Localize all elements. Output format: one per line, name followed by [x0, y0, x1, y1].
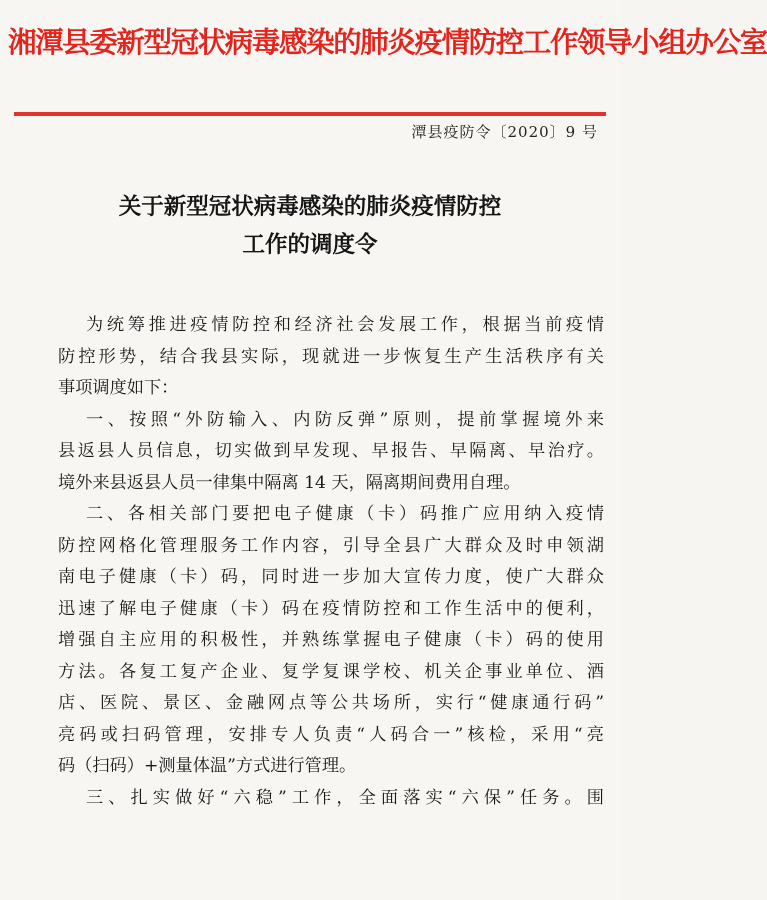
document-header-title: 湘潭县委新型冠状病毒感染的肺炎疫情防控工作领导小组办公室 [8, 25, 767, 59]
document-body [58, 310, 604, 814]
body-line: 亮码或扫码管理，安排专人负责“人码合一”核检，采用“亮 [58, 724, 604, 745]
body-line: 为统筹推进疫情防控和经济社会发展工作，根据当前疫情 [86, 315, 604, 335]
header-red-rule [14, 112, 606, 116]
body-line: 事项调度如下： [58, 378, 179, 398]
body-line: 三、扎实做好“六稳”工作，全面落实“六保”任务。围 [86, 787, 604, 808]
body-line: 增强自主应用的积极性，并熟练掌握电子健康（卡）码的使用 [58, 630, 604, 650]
body-line: 县返县人员信息，切实做到早发现、早报告、早隔离、早治疗。 [58, 441, 604, 461]
document-number: 潭县疫防令〔2020〕9 号 [411, 123, 598, 141]
document-title-line-2: 工作的调度令 [242, 232, 378, 258]
body-line: 迅速了解电子健康（卡）码在疫情防控和工作生活中的便利， [58, 598, 604, 619]
body-line: 防控形势，结合我县实际，现就进一步恢复生产生活秩序有关 [58, 346, 604, 367]
document-title-line-1: 关于新型冠状病毒感染的肺炎疫情防控 [118, 194, 502, 220]
body-line: 二、各相关部门要把电子健康（卡）码推广应用纳入疫情 [86, 504, 604, 524]
body-line: 店、医院、景区、金融网点等公共场所，实行“健康通行码” [58, 693, 604, 713]
body-line: 防控网格化管理服务工作内容，引导全县广大群众及时申领湖 [58, 535, 604, 556]
document-title [20, 188, 600, 264]
body-line: 境外来县返县人员一律集中隔离 14 天，隔离期间费用自理。 [58, 472, 521, 493]
body-line: 南电子健康（卡）码，同时进一步加大宣传力度，使广大群众 [58, 567, 604, 587]
body-line: 码（扫码）+测量体温”方式进行管理。 [58, 756, 357, 776]
body-line: 一、按照“外防输入、内防反弹”原则，提前掌握境外来 [86, 409, 604, 430]
body-line: 方法。各复工复产企业、复学复课学校、机关企事业单位、酒 [58, 661, 604, 682]
